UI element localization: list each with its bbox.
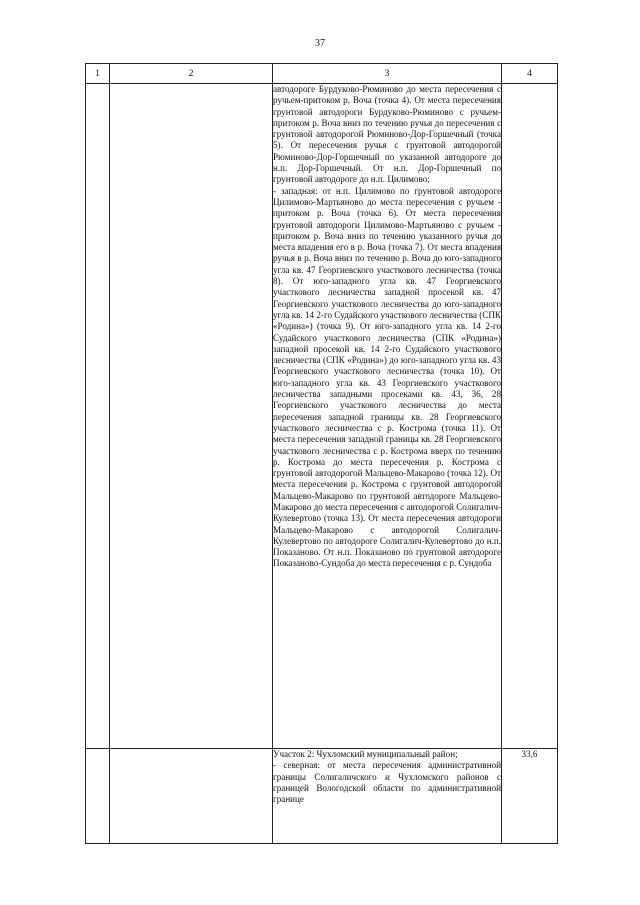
boundary-text-paragraph: - западная: от н.п. Цилимово по грунтовой автодороге Цилимово-Мартьяново до места пересечения с ручьем - притоком р. Воча (точка 6). От места пересечения грунтовой автодороги Цилимово-Мартьяново с ручьем - притоком р. Воча вниз по течению указанного ручья до места впадения его в р. Воча (точка 7). От места впадения ручья в р. Воча вниз по течению р. Воча до юго-западного угла кв. 47 Георгиевского участкового лесничества (точка 8). От юго-западного угла кв. 47 Георгиевского участкового лесничества западной просекой кв. 47 Георгиевского участкового лесничества до юго-западного угла кв. 14 2-го Судайского участкового лесничества (СПК «Родина») (точка 9). От юго-западного угла кв. 14 2-го Судайского участкового лесничества (СПК «Родина») западной просекой кв. 14 2-го Судайского участкового лесничества (СПК «Родина») до юго-западного угла кв. 43 Георгиевского участкового лесничества (точка 10). От юго-западного угла кв. 43 Георгиевского участкового лесничества западными просеками кв. 43, 36, 28 Георгиевского участкового лесничества до места пересечения западной границы кв. 28 Георгиевского участкового лесничества с р. Кострома (точка 11). От места пересечения западной границы кв. 28 Георгиевского участкового лесничества с р. Кострома вверх по течению р. Кострома до места пересечения р. Кострома с грунтовой автодорогой Мальцево-Макарово (точка 12). От места пересечения р. Кострома с грунтовой автодорогой Мальцево-Макарово по грунтовой автодороге Мальцево-Макарово до места пересечения с автодорогой Солигалич-Кулевертово (точка 13). От места пересечения автодороги Мальцево-Макарово с автодорогой Солигалич-Кулевертово по автодороге Солигалич-Кулевертово до н.п. Показаново. От н.п. Показаново по грунтовой автодороге Показаново-Сундоба до места пересечения с р. Сундоба [273, 185, 501, 569]
header-col-2: 2 [110, 64, 273, 84]
row1-col1 [86, 84, 110, 749]
table-row [86, 84, 558, 749]
section-title: Участок 2: Чухломский муниципальный район; [273, 749, 458, 759]
row2-col2 [110, 749, 273, 844]
row1-area [502, 84, 558, 749]
boundary-text-paragraph: - северная: от места пересечения административной границы Солигаличского и Чухломского районов с границей Вологодской области по административной границе [273, 760, 501, 805]
header-col-1: 1 [86, 64, 110, 84]
header-col-3: 3 [273, 64, 502, 84]
row1-description [273, 84, 502, 749]
row2-col1 [86, 749, 110, 844]
page-number: 37 [315, 38, 325, 49]
boundary-description-table [85, 63, 558, 844]
header-col-4: 4 [502, 64, 558, 84]
boundary-text-paragraph: автодороге Бурдуково-Рюминово до места пересечения с ручьем-притоком р. Воча (точка 4). От места пересечения грунтовой автодороги Бурдуково-Рюминово с ручьем-притоком р. Воча вниз по течению ручья до пересечения с грунтовой автодорогой Рюминово-Дор-Горшечный (точка 5). От пересечения ручья с грунтовой автодорогой Рюминово-Дор-Горшечный по указанной автодороге до н.п. Дор-Горшечный. От н.п. Дор-Горшечный по грунтовой автодороге до н.п. Цилимово; [273, 84, 501, 185]
table-row [86, 749, 558, 844]
table-header-row [86, 64, 558, 84]
row2-description [273, 749, 502, 844]
row1-col2 [110, 84, 273, 749]
row2-area: 33,6 [502, 749, 558, 844]
